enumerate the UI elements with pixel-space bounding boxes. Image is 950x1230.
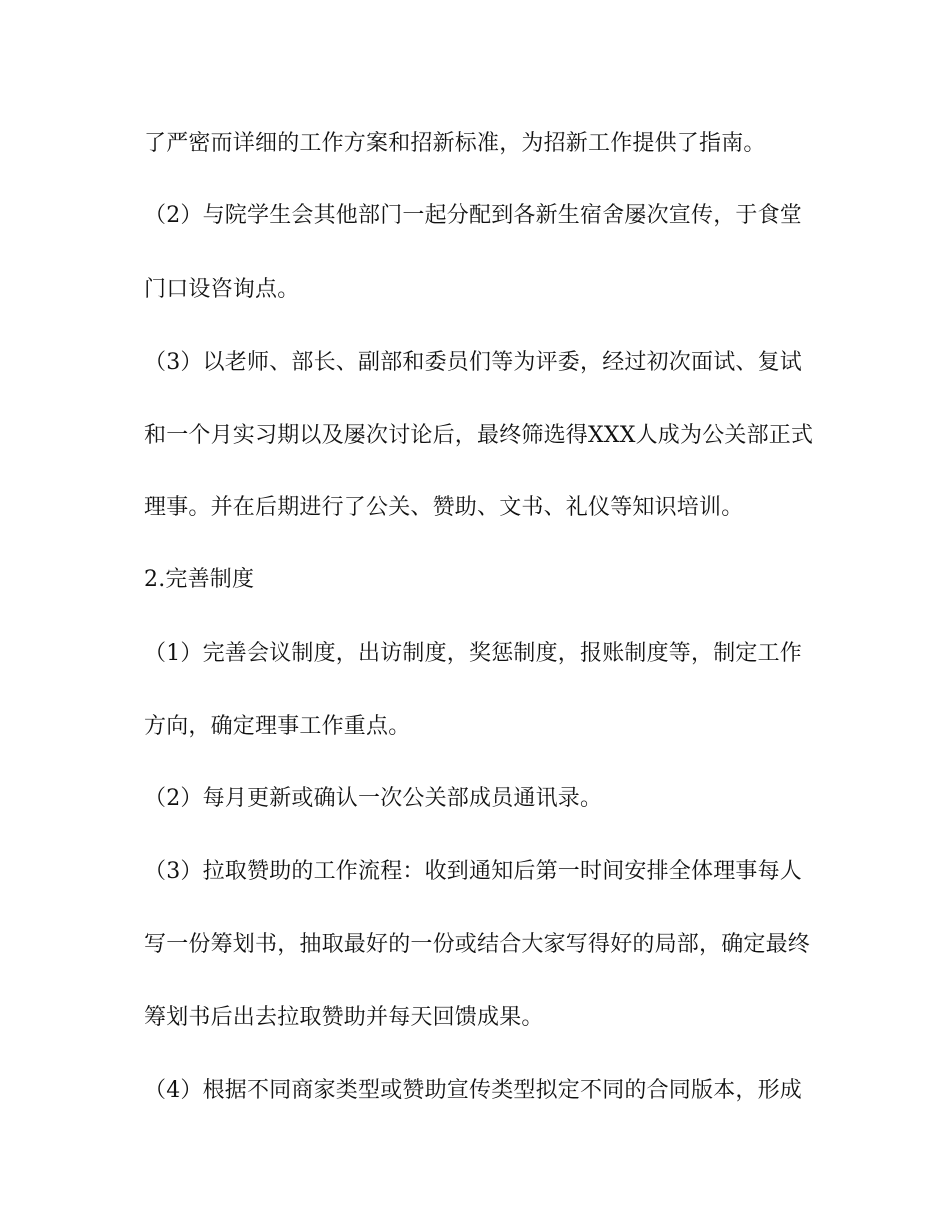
text-line-12: 写一份筹划书，抽取最好的一份或结合大家写得好的局部，确定最终: [144, 932, 811, 957]
text-line-14: （4）根据不同商家类型或赞助宣传类型拟定不同的合同版本，形成: [144, 1078, 802, 1103]
text-line-13: 筹划书后出去拉取赞助并每天回馈成果。: [144, 1005, 544, 1030]
text-line-9: 方向，确定理事工作重点。: [144, 714, 411, 739]
text-line-11: （3）拉取赞助的工作流程：收到通知后第一时间安排全体理事每人: [144, 859, 802, 884]
text-line-10: （2）每月更新或确认一次公关部成员通讯录。: [144, 786, 603, 811]
section-heading: 2.完善制度: [144, 567, 255, 592]
text-line-3: 门口设咨询点。: [144, 277, 300, 302]
text-line-4: （3）以老师、部长、副部和委员们等为评委，经过初次面试、复试: [144, 350, 802, 375]
text-line-6: 理事。并在后期进行了公关、赞助、文书、礼仪等知识培训。: [144, 495, 744, 520]
text-line-2: （2）与院学生会其他部门一起分配到各新生宿舍屡次宣传，于食堂: [144, 203, 802, 228]
text-line-1: 了严密而详细的工作方案和招新标准，为招新工作提供了指南。: [144, 131, 766, 156]
text-line-5: 和一个月实习期以及屡次讨论后，最终筛选得XXX人成为公关部正式: [144, 423, 814, 448]
text-line-8: （1）完善会议制度，出访制度，奖惩制度，报账制度等，制定工作: [144, 641, 802, 666]
